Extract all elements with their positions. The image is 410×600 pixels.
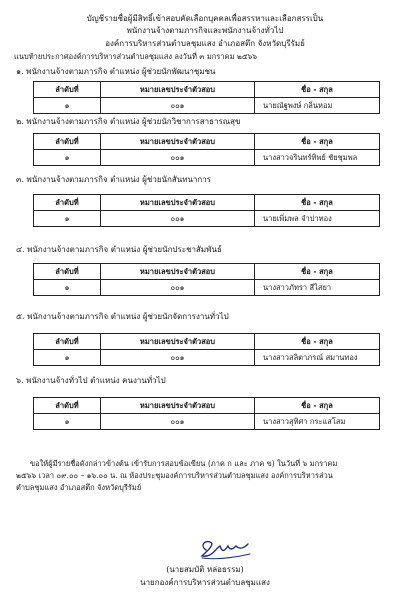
order-header: ลำดับที่ [34,334,101,350]
name-cell: นางสาวภัทรา สีไสยา [255,280,380,296]
section-3-title: ๓. พนักงานจ้างตามภารกิจ ตำแหน่ง ผู้ช่วยนักสันทนาการ [16,175,212,184]
table-header-row [34,334,380,350]
section-1-title: ๑. พนักงานจ้างตามภารกิจ ตำแหน่ง ผู้ช่วยนักพัฒนาชุมชน [16,67,216,76]
table-row [34,280,380,296]
section-6-table [33,397,380,430]
section-2-title: ๒. พนักงานจ้างตามภารกิจ ตำแหน่ง ผู้ช่วยนักวิชาการสาธารณสุข [16,117,241,126]
table-header-row [34,82,380,98]
exam-no-header: หมายเลขประจำตัวสอบ [101,82,255,98]
exam-no-header: หมายเลขประจำตัวสอบ [101,264,255,280]
exam-no-cell: ๐๐๑ [101,211,255,227]
exam-no-cell: ๐๐๑ [101,150,255,166]
table-header-row [34,264,380,280]
name-header: ชื่อ - สกุล [255,398,380,414]
exam-no-header: หมายเลขประจำตัวสอบ [101,398,255,414]
section-3-table [33,194,380,227]
signature-image [196,536,256,562]
signer-name: (นายสมบัติ หล่อธรรม) [166,565,244,574]
order-cell: ๑ [34,98,101,114]
order-cell: ๑ [34,280,101,296]
name-cell: นางสาวจรินทร์ทิพย์ ชัยชุมพล [255,150,380,166]
header-line-3: องค์การบริหารส่วนตำบลชุมแสง อำเภอสตึก จังหวัดบุรีรัมย์ [105,39,305,48]
order-cell: ๑ [34,350,101,366]
table-row [34,350,380,366]
header-line-4: แนบท้ายประกาศองค์การบริหารส่วนตำบลชุมแสง ลงวันที่ ๓ มกราคม ๒๕๖๖ [14,52,258,61]
header-line-1: บัญชีรายชื่อผู้มีสิทธิ์เข้าสอบคัดเลือกบุคคลเพื่อสรรหาและเลือกสรรเป็น [86,14,324,23]
name-cell: นายเพิ่มพล จำปาทอง [255,211,380,227]
section-4-title: ๔. พนักงานจ้างตามภารกิจ ตำแหน่ง ผู้ช่วยนักประชาสัมพันธ์ [16,245,222,254]
order-header: ลำดับที่ [34,195,101,211]
order-cell: ๑ [34,414,101,430]
name-header: ชื่อ - สกุล [255,82,380,98]
exam-no-header: หมายเลขประจำตัวสอบ [101,134,255,150]
table-row [34,150,380,166]
order-cell: ๑ [34,150,101,166]
table-row [34,414,380,430]
table-row [34,98,380,114]
name-cell: นายณัฐพงษ์ กลิ่นหอม [255,98,380,114]
table-header-row [34,398,380,414]
exam-no-header: หมายเลขประจำตัวสอบ [101,334,255,350]
section-4-table [33,263,380,296]
signer-position: นายกองค์การบริหารส่วนตำบลชุมแสง [140,578,270,587]
order-header: ลำดับที่ [34,82,101,98]
name-header: ชื่อ - สกุล [255,334,380,350]
notice-line-1: ขอให้ผู้มีรายชื่อดังกล่าวข้างต้น เข้ารับการสอบข้อเขียน (ภาค ก และ ภาค ข) ในวันที่ ๖ มกราคม [30,459,338,468]
name-header: ชื่อ - สกุล [255,264,380,280]
order-header: ลำดับที่ [34,134,101,150]
order-header: ลำดับที่ [34,264,101,280]
notice-line-3: ตำบลชุมแสง อำเภอสตึก จังหวัดบุรีรัมย์ [16,483,142,492]
section-5-title: ๕. พนักงานจ้างตามภารกิจ ตำแหน่ง ผู้ช่วยนักจัดการงานทั่วไป [16,312,229,321]
exam-no-cell: ๐๐๑ [101,414,255,430]
header-line-2: พนักงานจ้างตามภารกิจและพนักงานจ้างทั่วไป [126,26,284,35]
exam-no-cell: ๐๐๑ [101,280,255,296]
order-cell: ๑ [34,211,101,227]
table-row [34,211,380,227]
exam-no-cell: ๐๐๑ [101,350,255,366]
table-header-row [34,134,380,150]
notice-line-2: ๒๕๖๖ เวลา ๐๙.๐๐ – ๑๖.๐๐ น. ณ ห้องประชุมองค์การบริหารส่วนตำบลชุมแสง องค์การบริหารส่วน [16,471,333,480]
section-2-table [33,133,380,166]
table-header-row [34,195,380,211]
section-5-table [33,333,380,366]
name-cell: นางสาวสลิตาภรณ์ สมานทอง [255,350,380,366]
name-header: ชื่อ - สกุล [255,195,380,211]
section-6-title: ๖. พนักงานจ้างทั่วไป ตำแหน่ง คนงานทั่วไป [16,376,166,385]
exam-notice [16,458,396,494]
name-cell: นางสาวสุทิศา กระแสโสม [255,414,380,430]
name-header: ชื่อ - สกุล [255,134,380,150]
order-header: ลำดับที่ [34,398,101,414]
exam-no-header: หมายเลขประจำตัวสอบ [101,195,255,211]
section-1-table [33,81,380,114]
exam-no-cell: ๐๐๑ [101,98,255,114]
